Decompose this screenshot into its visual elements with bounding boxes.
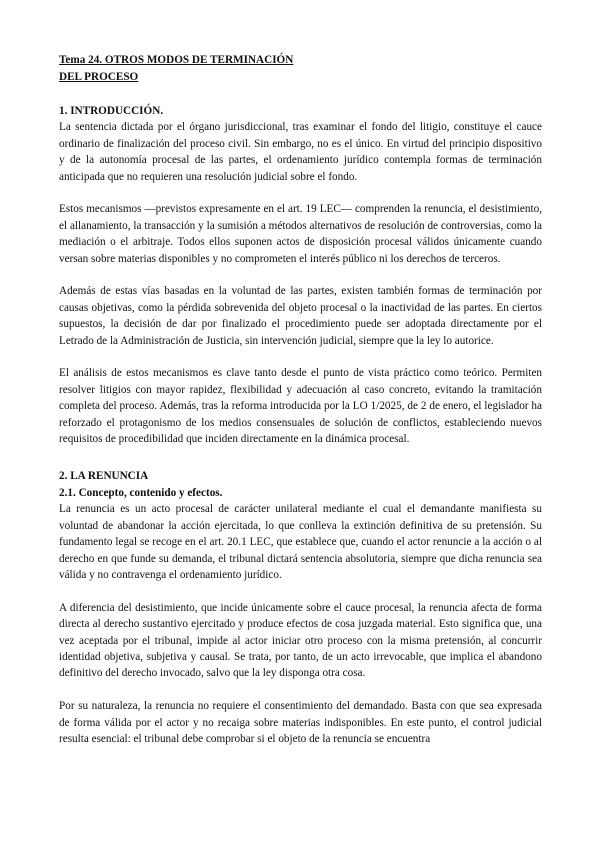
- section-2-paragraph-1: La renuncia es un acto procesal de carácter unilateral mediante el cual el demandante manifiesta su voluntad de abandonar la acción ejercitada, lo que conlleva la extinción definitiva de su pretensión. Su fundamento legal se recoge en el art. 20.1 LEC, que establece que, cuando el actor renuncie a la acción o al derecho en que funde su demanda, el tribunal dictará sentencia absolutoria, siempre que dicha renuncia sea válida y no contravenga el ordenamiento jurídico.: [59, 503, 542, 581]
- title-line-1: Tema 24. OTROS MODOS DE TERMINACIÓN: [59, 54, 294, 66]
- document-body: [59, 52, 542, 747]
- page-title: [59, 52, 542, 86]
- section-2-paragraph-3: Por su naturaleza, la renuncia no requiere el consentimiento del demandado. Basta con que sea expresada de forma válida por el actor y no recaiga sobre materias indisponibles. En este punto, el control judicial resulta esencial: el tribunal debe comprobar si el objeto de la renuncia se encuentra: [59, 700, 542, 745]
- section-1-paragraph-4: El análisis de estos mecanismos es clave tanto desde el punto de vista práctico como teórico. Permiten resolver litigios con mayor rapidez, flexibilidad y adecuación al caso concreto, evitando la tramitación completa del proceso. Además, tras la reforma introducida por la LO 1/2025, de 2 de enero, el legislador ha reforzado el protagonismo de los medios consensuales de solución de conflictos, estableciendo nuevos requisitos de procedibilidad que inciden directamente en la dinámica procesal.: [59, 367, 542, 446]
- section-1-paragraph-2: Estos mecanismos —previstos expresamente en el art. 19 LEC— comprenden la renuncia, el desistimiento, el allanamiento, la transacción y la sumisión a métodos alternativos de resolución de controversias, como la mediación o el arbitraje. Todos ellos suponen actos de disposición procesal válidos únicamente cuando versan sobre materias disponibles y no comprometen el interés público ni los derechos de terceros.: [59, 203, 542, 265]
- section-2-paragraph-2: A diferencia del desistimiento, que incide únicamente sobre el cauce procesal, la renuncia afecta de forma directa al derecho sustantivo ejercitado y produce efectos de cosa juzgada material. Esto significa que, una vez aceptada por el tribunal, impide al actor iniciar otro proceso con la misma pretensión, al concurrir identidad objetiva, subjetiva y causal. Se trata, por tanto, de un acto irrevocable, que implica el abandono definitivo del derecho invocado, salvo que la ley disponga otra cosa.: [59, 601, 542, 680]
- section-2-1-subheading: 2.1. Concepto, contenido y efectos.: [59, 486, 223, 499]
- section-1-paragraph-1: La sentencia dictada por el órgano jurisdiccional, tras examinar el fondo del litigio, constituye el cauce ordinario de finalización del proceso civil. Sin embargo, no es el único. En virtud del principio dispositivo y de la autonomía procesal de las partes, el ordenamiento jurídico contempla formas de terminación anticipada que no requieren una resolución judicial sobre el fondo.: [59, 121, 542, 183]
- section-1-paragraph-3: Además de estas vías basadas en la voluntad de las partes, existen también formas de terminación por causas objetivas, como la pérdida sobrevenida del objeto procesal o la inactividad de las partes. En ciertos supuestos, la decisión de dar por finalizado el procedimiento puede ser adoptada directamente por el Letrado de la Administración de Justicia, sin intervención judicial, siempre que la ley lo autorice.: [59, 285, 542, 347]
- title-line-2: DEL PROCESO: [59, 71, 139, 83]
- section-1-heading: 1. INTRODUCCIÓN.: [59, 105, 164, 117]
- section-2-heading: 2. LA RENUNCIA: [59, 470, 149, 483]
